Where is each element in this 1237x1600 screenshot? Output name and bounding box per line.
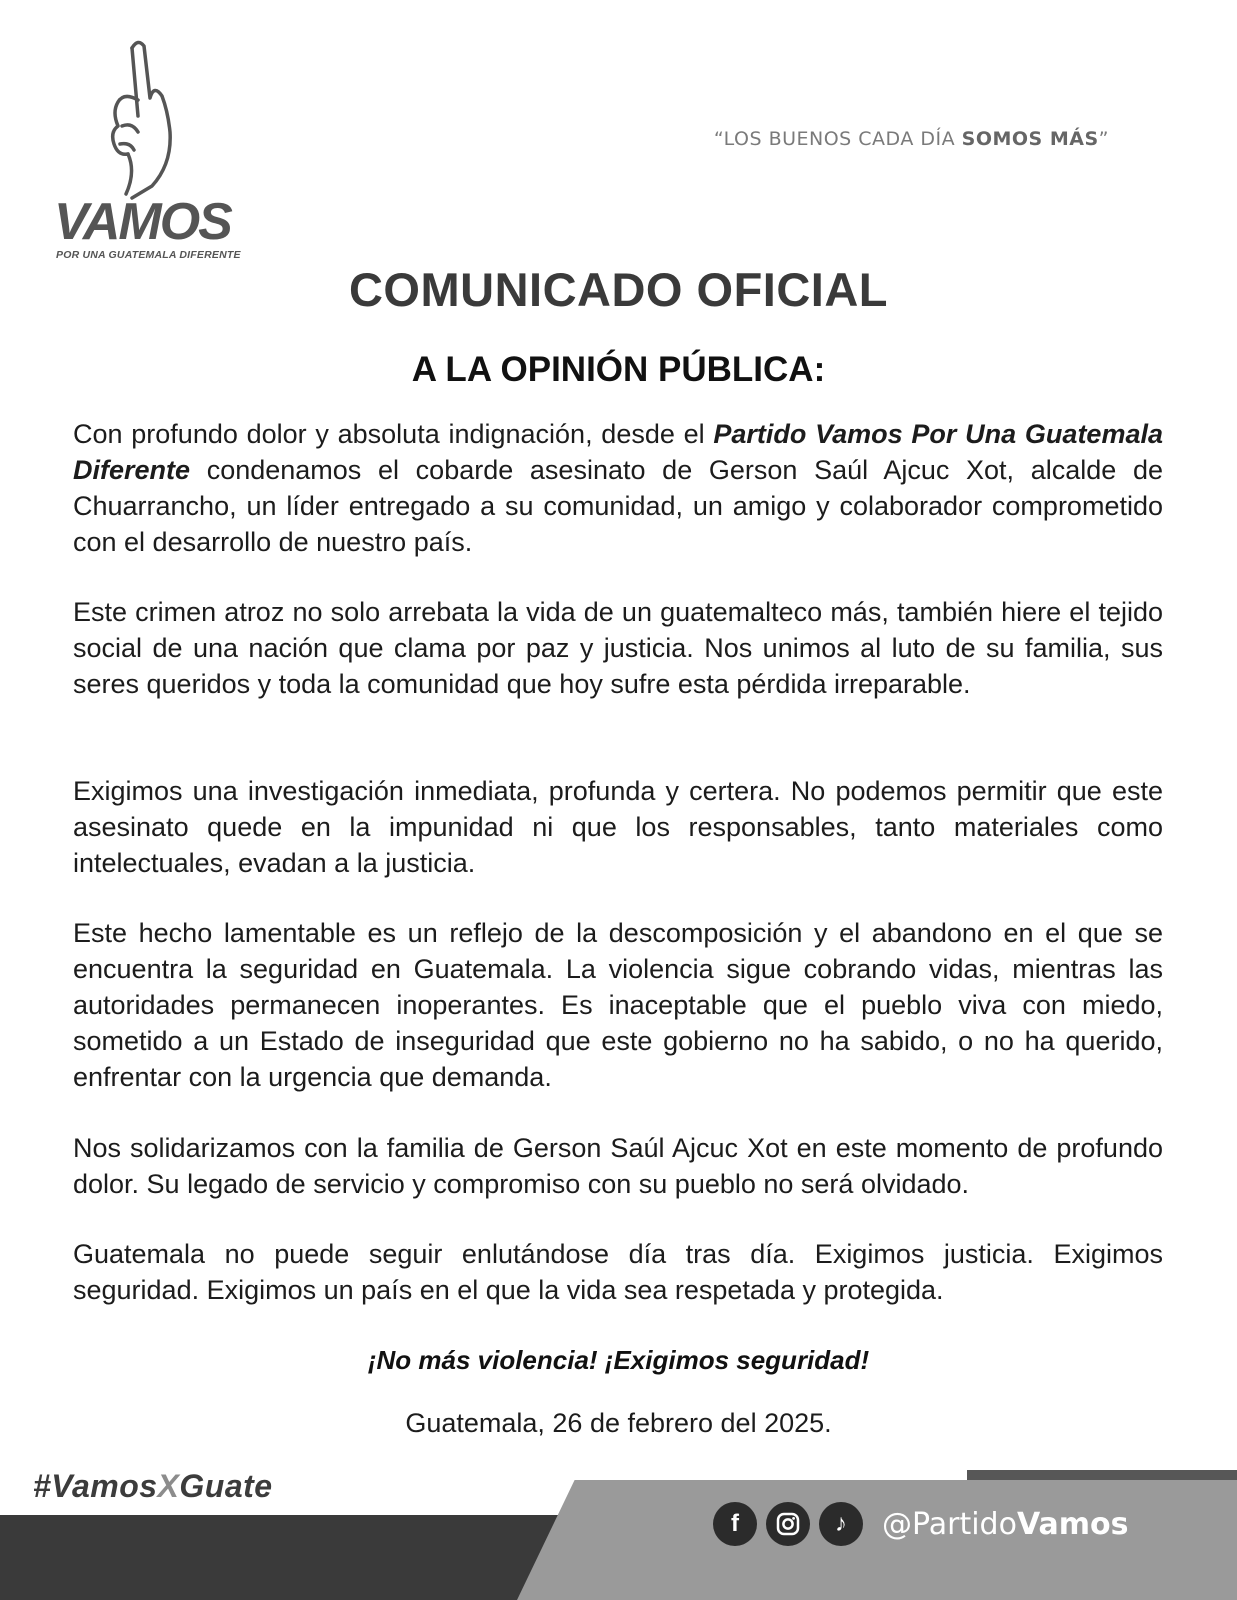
paragraph-5-text: Nos solidarizamos con la familia de Gerson Saúl Ajcuc Xot en este momento de profundo dolor. Su legado de servicio y compromiso con su pueblo no será olvidado. [73,1133,1163,1199]
logo-wordmark: VAMOS [54,193,231,251]
tiktok-icon[interactable] [819,1502,863,1546]
social-handle[interactable] [882,1507,1129,1542]
paragraph-6-text: Guatemala no puede seguir enlutándose día tras día. Exigimos justicia. Exigimos seguridad. Exigimos un país en el que la vida sea respetada y protegida. [73,1239,1163,1305]
paragraph-1 [73,416,1163,560]
paragraph-4-text: Este hecho lamentable es un reflejo de la descomposición y el abandono en el que se encuentra la seguridad en Guatemala. La violencia sigue cobrando vidas, mientras las autoridades permanecen inoperantes. Es inaceptable que el pueblo viva con miedo, sometido a un Estado de inseguridad que este gobierno no ha sabido, o no ha querido, enfrentar con la urgencia que demanda. [73,918,1163,1092]
paragraph-3-text: Exigimos una investigación inmediata, profunda y certera. No podemos permitir que este asesinato quede en la impunidad ni que los responsables, tanto materiales como intelectuales, evadan a la justicia. [73,776,1163,878]
handle-bold: Vamos [1016,1506,1129,1542]
hashtag [33,1468,273,1505]
facebook-icon[interactable] [713,1502,757,1546]
party-slogan [714,128,1109,150]
hashtag-part-b: Guate [179,1468,273,1504]
slogan-emphasis: SOMOS MÁS [961,128,1099,150]
raised-finger-hand-icon [98,36,188,201]
hashtag-x: X [157,1468,180,1504]
paragraph-2 [73,594,1163,702]
party-name: Partido Vamos Por Una Guatemala Diferente [73,419,1163,485]
paragraph-2-text: Este crimen atroz no solo arrebata la vida de un guatemalteco más, también hiere el tejido social de una nación que clama por paz y justicia. Nos unimos al luto de su familia, sus seres queridos y toda la comunidad que hoy sufre esta pérdida irreparable. [73,597,1163,699]
paragraph-5 [73,1130,1163,1202]
page-title: COMUNICADO OFICIAL [348,263,888,316]
social-links [713,1502,1129,1546]
footer-band-dark [0,1515,560,1600]
date-line: Guatemala, 26 de febrero del 2025. [405,1408,832,1438]
paragraph-4 [73,915,1163,1095]
paragraph-1-text-a: Con profundo dolor y absoluta indignación, desde el [73,419,714,449]
facebook-glyph: f [731,1510,739,1537]
hashtag-part-a: #Vamos [33,1468,158,1504]
paragraph-1-text-b: condenamos el cobarde asesinato de Gerson Saúl Ajcuc Xot, alcalde de Chuarrancho, un líder entregado a su comunidad, un amigo y colaborador comprometido con el desarrollo de nuestro país. [73,455,1163,557]
slogan-suffix: ” [1098,128,1109,150]
slogan-prefix: “LOS BUENOS CADA DÍA [713,128,962,150]
vamos-logo [50,36,260,266]
instagram-icon[interactable] [766,1502,810,1546]
paragraph-6 [73,1236,1163,1308]
logo-tagline: POR UNA GUATEMALA DIFERENTE [56,249,241,261]
closing-slogan: ¡No más violencia! ¡Exigimos seguridad! [367,1345,870,1375]
handle-prefix: @Partido [882,1506,1017,1542]
paragraph-3 [73,773,1163,881]
page-subtitle: A LA OPINIÓN PÚBLICA: [411,350,826,389]
instagram-glyph [775,1511,801,1537]
tiktok-glyph: ♪ [835,1510,847,1537]
